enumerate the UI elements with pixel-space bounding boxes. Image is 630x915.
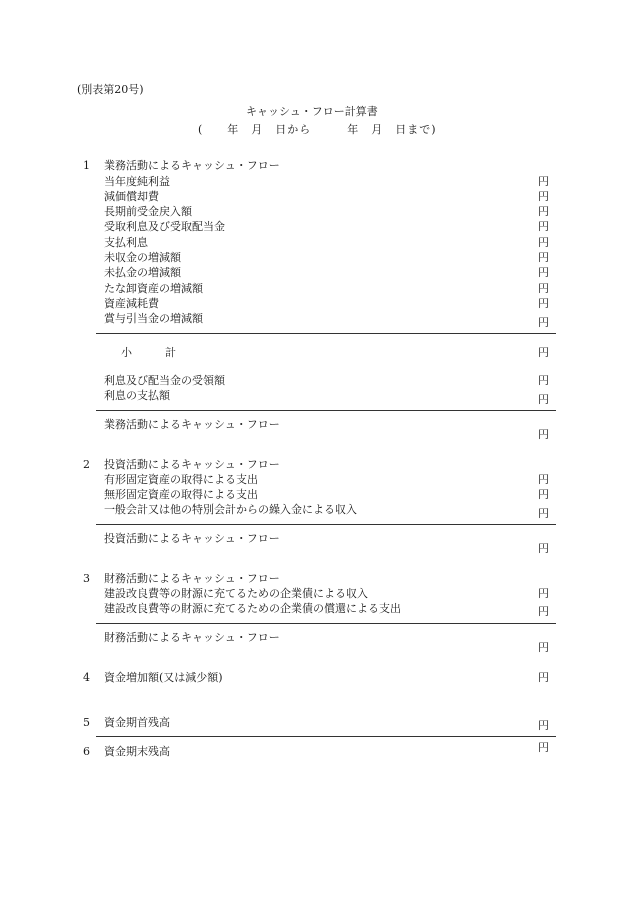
divider-line bbox=[96, 410, 556, 411]
yen-unit: 円 bbox=[538, 428, 549, 441]
line-item-label: 建設改良費等の財源に充てるための企業債による収入 bbox=[104, 587, 368, 600]
line-item-label: 減価償却費 bbox=[104, 190, 159, 203]
section-6-number: 6 bbox=[83, 745, 90, 758]
divider-line bbox=[96, 736, 556, 737]
yen-unit: 円 bbox=[538, 473, 549, 486]
section-4-number: 4 bbox=[83, 671, 90, 684]
yen-unit: 円 bbox=[538, 190, 549, 203]
line-item-label: 無形固定資産の取得による支出 bbox=[104, 488, 258, 501]
section-1-heading: 業務活動によるキャッシュ・フロー bbox=[104, 159, 280, 172]
form-number: (別表第20号) bbox=[77, 83, 144, 96]
line-item-label: 建設改良費等の財源に充てるための企業債の償還による支出 bbox=[104, 602, 401, 615]
section-1-total-label: 業務活動によるキャッシュ・フロー bbox=[104, 418, 280, 431]
line-item-label: 利息の支払額 bbox=[104, 389, 170, 402]
document-title: キャッシュ・フロー計算書 bbox=[246, 105, 378, 118]
yen-unit: 円 bbox=[538, 220, 549, 233]
yen-unit: 円 bbox=[538, 236, 549, 249]
section-3-number: 3 bbox=[83, 572, 90, 585]
yen-unit: 円 bbox=[538, 671, 549, 684]
section-5-label: 資金期首残高 bbox=[104, 716, 170, 729]
section-1-number: 1 bbox=[83, 159, 90, 172]
section-4-label: 資金増加額(又は減少額) bbox=[104, 671, 223, 684]
yen-unit: 円 bbox=[538, 641, 549, 654]
yen-unit: 円 bbox=[538, 507, 549, 520]
section-3-heading: 財務活動によるキャッシュ・フロー bbox=[104, 572, 280, 585]
yen-unit: 円 bbox=[538, 346, 549, 359]
yen-unit: 円 bbox=[538, 741, 549, 754]
section-2-number: 2 bbox=[83, 458, 90, 471]
yen-unit: 円 bbox=[538, 251, 549, 264]
section-2-total-label: 投資活動によるキャッシュ・フロー bbox=[104, 532, 280, 545]
line-item-label: 利息及び配当金の受領額 bbox=[104, 374, 225, 387]
yen-unit: 円 bbox=[538, 542, 549, 555]
line-item-label: 資産減耗費 bbox=[104, 297, 159, 310]
line-item-label: 一般会計又は他の特別会計からの繰入金による収入 bbox=[104, 503, 357, 516]
divider-line bbox=[96, 623, 556, 624]
yen-unit: 円 bbox=[538, 374, 549, 387]
yen-unit: 円 bbox=[538, 393, 549, 406]
section-6-label: 資金期末残高 bbox=[104, 745, 170, 758]
line-item-label: 有形固定資産の取得による支出 bbox=[104, 473, 258, 486]
period-line: ( 年 月 日から 年 月 日まで) bbox=[198, 123, 437, 136]
yen-unit: 円 bbox=[538, 175, 549, 188]
divider-line bbox=[96, 524, 556, 525]
line-item-label: 長期前受金戻入額 bbox=[104, 205, 192, 218]
yen-unit: 円 bbox=[538, 282, 549, 295]
line-item-label: たな卸資産の増減額 bbox=[104, 282, 203, 295]
line-item-label: 支払利息 bbox=[104, 236, 148, 249]
section-3-total-label: 財務活動によるキャッシュ・フロー bbox=[104, 631, 280, 644]
line-item-label: 賞与引当金の増減額 bbox=[104, 312, 203, 325]
yen-unit: 円 bbox=[538, 587, 549, 600]
line-item-label: 未払金の増減額 bbox=[104, 266, 181, 279]
line-item-label: 受取利息及び受取配当金 bbox=[104, 220, 225, 233]
yen-unit: 円 bbox=[538, 297, 549, 310]
yen-unit: 円 bbox=[538, 719, 549, 732]
line-item-label: 当年度純利益 bbox=[104, 175, 170, 188]
yen-unit: 円 bbox=[538, 205, 549, 218]
section-5-number: 5 bbox=[83, 716, 90, 729]
yen-unit: 円 bbox=[538, 266, 549, 279]
yen-unit: 円 bbox=[538, 488, 549, 501]
divider-line bbox=[96, 333, 556, 334]
section-2-heading: 投資活動によるキャッシュ・フロー bbox=[104, 458, 280, 471]
yen-unit: 円 bbox=[538, 316, 549, 329]
line-item-label: 未収金の増減額 bbox=[104, 251, 181, 264]
yen-unit: 円 bbox=[538, 605, 549, 618]
subtotal-label: 小 計 bbox=[121, 346, 176, 359]
